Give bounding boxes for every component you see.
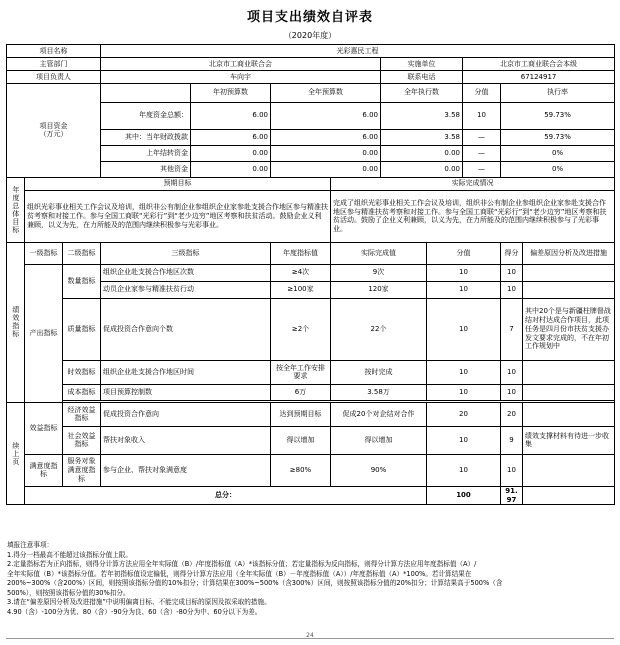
- funds-initial: 0.00: [191, 145, 271, 161]
- level2-header: 二级指标: [63, 242, 101, 264]
- indicator-score: 10: [501, 360, 523, 384]
- indicator-score: 9: [501, 426, 523, 454]
- time-indicator-label: 时效指标: [63, 360, 101, 384]
- score-value-header: 分值: [427, 242, 501, 264]
- funds-rate: 0%: [501, 161, 615, 177]
- total-reason-blank: [523, 486, 615, 505]
- indicator-score-value: 20: [427, 402, 501, 426]
- indicator-actual: 3.58万: [331, 384, 427, 400]
- indicator-actual: 促成20个对企结对合作: [331, 402, 427, 426]
- funds-annual: 0.00: [271, 145, 381, 161]
- indicator-name: 参与企业、帮扶对象满意度: [101, 454, 271, 486]
- funds-executed: 3.58: [381, 102, 463, 129]
- project-name-value: 光彩惠民工程: [101, 45, 615, 58]
- funds-header-rate: 执行率: [501, 84, 615, 103]
- indicator-actual: 22个: [331, 298, 427, 360]
- funds-header-blank: [101, 84, 191, 103]
- page-number: 24: [306, 632, 314, 639]
- funds-initial: 6.00: [191, 129, 271, 145]
- indicator-actual: 120家: [331, 281, 427, 298]
- note-line: 全年实际值（B）*该指标分值。若年初指标值设定偏低，则得分计算方法应用（全年实际值（B）－年度指标值（A））/年度指标值（A）*100%。若计算结果在: [7, 569, 472, 578]
- total-label: 总分：: [25, 486, 427, 505]
- indicator-target: 按全年工作安排要求: [271, 360, 331, 384]
- performance-indicators-label: 绩效指标: [7, 242, 25, 402]
- cost-indicator-label: 成本指标: [63, 384, 101, 400]
- indicator-score-value: 10: [427, 384, 501, 400]
- indicator-target: ≥100家: [271, 281, 331, 298]
- indicator-target: 6万: [271, 384, 331, 400]
- total-score-value: 100: [427, 486, 501, 505]
- funds-row-name: 上年结转资金: [101, 145, 191, 161]
- reason-header: 偏差原因分析及改进措施: [523, 242, 615, 264]
- self-evaluation-table: [6, 44, 615, 505]
- quality-indicator-label: 质量指标: [63, 298, 101, 360]
- expected-goal-text: 组织光彩事业相关工作会议及培训，组织非公有制企业参组织企业家参赴支援合作地区参与精准扶贫考察和对接工作。参与全国工商联“光彩行”到“老少边穷”地区考察和扶贫活动。鼓励企业义利兼顾，以义为先，在力所能及的范围内继续积极参与光彩事业。: [25, 190, 331, 242]
- target-header: 年度指标值: [271, 242, 331, 264]
- indicator-score: 10: [501, 384, 523, 400]
- indicator-name: 帮扶对象收入: [101, 426, 271, 454]
- funds-score-value: —: [463, 145, 501, 161]
- indicator-name: 组织企业赴支援合作地区次数: [101, 264, 271, 281]
- funds-header-initial: 年初预算数: [191, 84, 271, 103]
- phone-label: 联系电话: [381, 71, 463, 84]
- project-lead-label: 项目负责人: [7, 71, 101, 84]
- report-year: （2020年度）: [283, 31, 337, 40]
- quantity-indicator-label: 数量指标: [63, 264, 101, 298]
- note-line: 2.定量指标若为正向指标，则得分计算方法应用全年实际值（B）/年度指标值（A）*该指标分值；若定量指标为反向指标，则得分计算方法应用年度指标值（A）/: [7, 560, 477, 569]
- indicator-score-value: 10: [427, 298, 501, 360]
- funds-score-value: —: [463, 161, 501, 177]
- project-name-label: 项目名称: [7, 45, 101, 58]
- funds-row-name: 其中：当年财政拨款: [101, 129, 191, 145]
- phone-value: 67124917: [463, 71, 615, 84]
- indicator-reason: [523, 360, 615, 384]
- continued-label: 续上页: [7, 402, 25, 505]
- funds-initial: 0.00: [191, 161, 271, 177]
- indicator-score-value: 10: [427, 426, 501, 454]
- indicator-score: 10: [501, 281, 523, 298]
- note-line: 1.得分一档最高不能超过该指标分值上限。: [7, 550, 132, 559]
- indicator-score: 10: [501, 454, 523, 486]
- note-line: 200%~300%（含200%）区间，则按照该指标分值的10%扣分；计算结果在300%~500%（含300%）区间，则按照该指标分值的20%扣分；计算结果高于500%（含: [7, 579, 503, 588]
- note-line: 3.请在“偏差原因分析及改进措施”中说明偏离目标、不能完成目标的原因及拟采取的措施。: [7, 598, 271, 607]
- indicator-score-value: 10: [427, 281, 501, 298]
- indicator-score-value: 10: [427, 264, 501, 281]
- note-line: 填报注意事项：: [7, 541, 54, 549]
- funds-header-executed: 全年执行数: [381, 84, 463, 103]
- project-lead-value: 车向宇: [101, 71, 381, 84]
- level1-header: 一级指标: [25, 242, 63, 264]
- indicator-name: 动员企业家参与精准扶贫行动: [101, 281, 271, 298]
- indicator-reason: [523, 454, 615, 486]
- indicator-actual: 90%: [331, 454, 427, 486]
- funds-label: 项目资金 （万元）: [7, 84, 101, 178]
- impl-unit-value: 北京市工商业联合会本级: [463, 58, 615, 71]
- indicator-target: 达到预期目标: [271, 402, 331, 426]
- indicator-reason: [523, 264, 615, 281]
- funds-executed: 0.00: [381, 145, 463, 161]
- fill-in-notes: [7, 541, 613, 617]
- funds-header-annual: 全年预算数: [271, 84, 381, 103]
- funds-row-name: 年度资金总额：: [101, 102, 191, 129]
- page-bottom-rule: [6, 638, 614, 639]
- note-line: 500%），则按照该指标分值的30%扣分。: [7, 588, 130, 597]
- funds-score-value: 10: [463, 102, 501, 129]
- economic-indicator-label: 经济效益指标: [63, 402, 101, 426]
- indicator-target: ≥80%: [271, 454, 331, 486]
- indicator-target: 得以增加: [271, 426, 331, 454]
- indicator-actual: 得以增加: [331, 426, 427, 454]
- total-score: 91.97: [501, 486, 523, 505]
- funds-executed: 3.58: [381, 129, 463, 145]
- funds-initial: 6.00: [191, 102, 271, 129]
- annual-goals-label: 年度总体目标: [7, 177, 25, 242]
- impl-unit-label: 实施单位: [381, 58, 463, 71]
- output-indicator-label: 产出指标: [25, 264, 63, 402]
- page-title: 项目支出绩效自评表: [246, 10, 373, 25]
- indicator-reason: 绩效支撑材料有待进一步收集: [523, 426, 615, 454]
- funds-header-score-value: 分值: [463, 84, 501, 103]
- expected-goal-header: 预期目标: [25, 177, 331, 190]
- indicator-reason: [523, 384, 615, 400]
- satisfaction-level2-label: 服务对象满意度指标: [63, 454, 101, 486]
- indicator-actual: 按时完成: [331, 360, 427, 384]
- indicator-target: ≥2个: [271, 298, 331, 360]
- funds-score-value: —: [463, 129, 501, 145]
- indicator-score: 10: [501, 264, 523, 281]
- score-header: 得分: [501, 242, 523, 264]
- indicator-reason: 其中20个是与新疆柱牌督战结对村达成合作项目，此项任务是四月份市扶贫支援办发文要求完成的，不在年初工作规划中: [523, 298, 615, 360]
- funds-annual: 0.00: [271, 161, 381, 177]
- indicator-actual: 9次: [331, 264, 427, 281]
- effect-indicator-label: 效益指标: [25, 402, 63, 454]
- indicator-score-value: 10: [427, 454, 501, 486]
- indicator-reason: [523, 281, 615, 298]
- dept-label: 主管部门: [7, 58, 101, 71]
- actual-result-text: 完成了组织光彩事业相关工作会议及培训，组织非公有制企业参组织企业家参赴支援合作地区参与精准扶贫考察和对接工作。参与全国工商联“光彩行”到“老少边穷”地区考察和扶贫活动。鼓励了企业义利兼顾，以义为先，在力所能及的范围内继续积极参与了光彩事业。: [331, 190, 615, 242]
- actual-result-header: 实际完成情况: [331, 177, 615, 190]
- funds-annual: 6.00: [271, 129, 381, 145]
- indicator-name: 组织企业赴支援合作地区时间: [101, 360, 271, 384]
- funds-rate: 59.73%: [501, 102, 615, 129]
- social-indicator-label: 社会效益指标: [63, 426, 101, 454]
- dept-value: 北京市工商业联合会: [101, 58, 381, 71]
- funds-executed: 0.00: [381, 161, 463, 177]
- actual-value-header: 实际完成值: [331, 242, 427, 264]
- indicator-name: 项目预算控制数: [101, 384, 271, 400]
- indicator-score: 7: [501, 298, 523, 360]
- funds-annual: 6.00: [271, 102, 381, 129]
- level3-header: 三级指标: [101, 242, 271, 264]
- indicator-target: ≥4次: [271, 264, 331, 281]
- indicator-reason: [523, 402, 615, 426]
- funds-rate: 0%: [501, 145, 615, 161]
- indicator-score-value: 10: [427, 360, 501, 384]
- funds-row-name: 其他资金: [101, 161, 191, 177]
- indicator-score: 20: [501, 402, 523, 426]
- indicator-name: 促成投资合作意向个数: [101, 298, 271, 360]
- satisfaction-level1-label: 满意度指标: [25, 454, 63, 486]
- funds-rate: 59.73%: [501, 129, 615, 145]
- note-line: 4.90（含）-100分为优、80（含）-90分为良、60（含）-80分为中、60分以下为差。: [7, 607, 262, 616]
- indicator-name: 促成投资合作意向: [101, 402, 271, 426]
